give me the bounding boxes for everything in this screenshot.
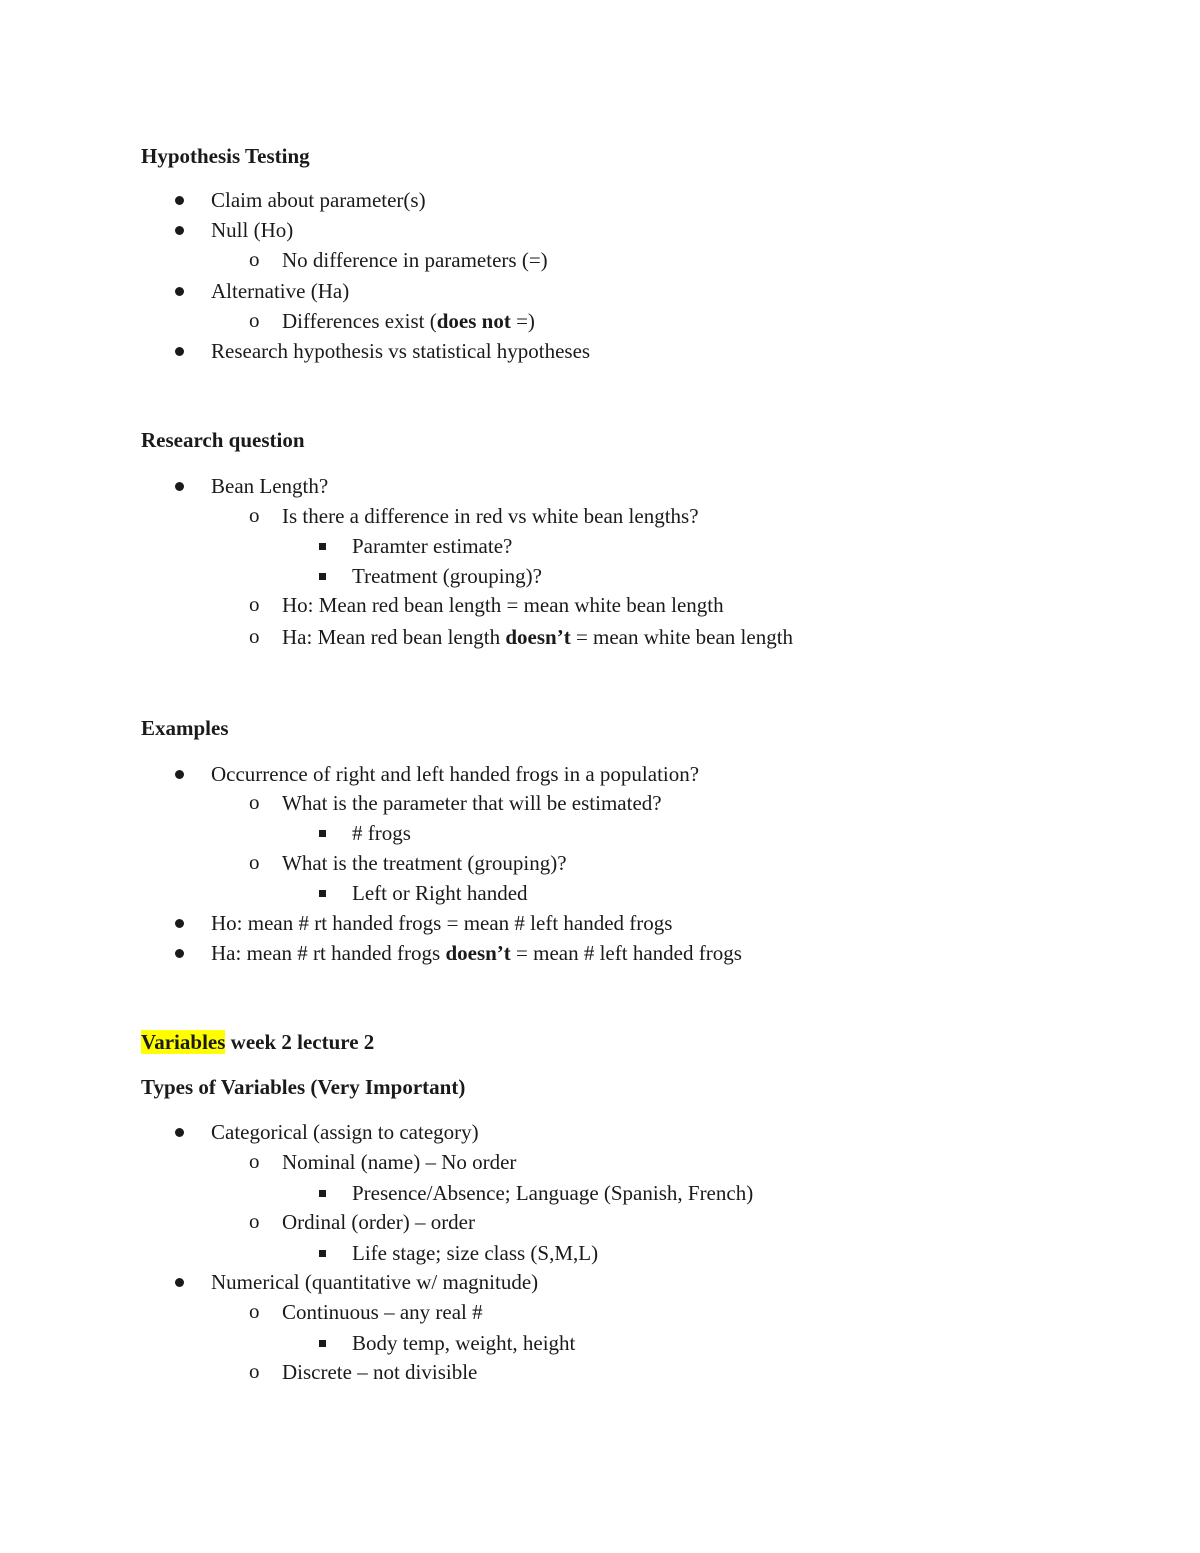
list-item-text: Differences exist ( [282, 309, 437, 333]
circle-bullet-icon: o [249, 592, 260, 616]
section-heading-examples: Examples [141, 716, 229, 740]
list-item: Body temp, weight, height [352, 1331, 576, 1355]
list-item: Paramter estimate? [352, 534, 513, 558]
bullet-icon [175, 760, 184, 788]
circle-bullet-icon: o [249, 247, 260, 271]
list-item: What is the treatment (grouping)? [282, 851, 567, 875]
section-subheading-types-of-variables: Types of Variables (Very Important) [141, 1075, 466, 1099]
list-item: Presence/Absence; Language (Spanish, French) [352, 1181, 754, 1205]
circle-bullet-icon: o [249, 790, 260, 814]
circle-bullet-icon: o [249, 503, 260, 527]
list-item: Ho: Mean red bean length = mean white bean length [282, 593, 724, 617]
list-item-text: =) [510, 309, 535, 333]
list-item [282, 307, 535, 335]
circle-bullet-icon: o [249, 1359, 260, 1383]
list-item-text: Ha: mean # rt handed frogs [211, 941, 446, 965]
square-bullet-icon [319, 819, 326, 847]
list-item: Claim about parameter(s) [211, 188, 426, 212]
list-item-text: Ha: Mean red bean length [282, 625, 506, 649]
list-item: Is there a difference in red vs white bean lengths? [282, 504, 699, 528]
list-item: Discrete – not divisible [282, 1360, 478, 1384]
list-item: No difference in parameters (=) [282, 248, 548, 272]
list-item: Occurrence of right and left handed frogs in a population? [211, 762, 700, 786]
bold-text: doesn’t [505, 625, 571, 649]
bullet-icon [175, 186, 184, 214]
highlighted-text: Variables [141, 1030, 226, 1054]
bullet-icon [175, 472, 184, 500]
list-item: Ho: mean # rt handed frogs = mean # left handed frogs [211, 911, 673, 935]
list-item: Research hypothesis vs statistical hypotheses [211, 339, 591, 363]
square-bullet-icon [319, 1239, 326, 1267]
list-item: Null (Ho) [211, 218, 294, 242]
bullet-icon [175, 909, 184, 937]
list-item [211, 939, 742, 967]
circle-bullet-icon: o [249, 1299, 260, 1323]
list-item: What is the parameter that will be estimated? [282, 791, 662, 815]
list-item: Bean Length? [211, 474, 329, 498]
bullet-icon [175, 1268, 184, 1296]
bullet-icon [175, 216, 184, 244]
square-bullet-icon [319, 879, 326, 907]
list-item-text: = mean white bean length [570, 625, 794, 649]
square-bullet-icon [319, 1329, 326, 1357]
list-item: Categorical (assign to category) [211, 1120, 479, 1144]
bullet-icon [175, 337, 184, 365]
bullet-icon [175, 1118, 184, 1146]
square-bullet-icon [319, 1179, 326, 1207]
circle-bullet-icon: o [249, 624, 260, 648]
section-heading-variables [141, 1028, 374, 1056]
list-item-text: = mean # left handed frogs [510, 941, 742, 965]
circle-bullet-icon: o [249, 850, 260, 874]
square-bullet-icon [319, 562, 326, 590]
list-item: Nominal (name) – No order [282, 1150, 517, 1174]
section-heading-hypothesis-testing: Hypothesis Testing [141, 144, 310, 168]
circle-bullet-icon: o [249, 1209, 260, 1233]
list-item: # frogs [352, 821, 411, 845]
bullet-icon [175, 939, 184, 967]
square-bullet-icon [319, 532, 326, 560]
list-item: Continuous – any real # [282, 1300, 483, 1324]
list-item: Left or Right handed [352, 881, 528, 905]
heading-text: week 2 lecture 2 [225, 1030, 375, 1054]
bold-text: does not [436, 309, 511, 333]
bold-text: doesn’t [445, 941, 511, 965]
list-item: Alternative (Ha) [211, 279, 350, 303]
list-item: Treatment (grouping)? [352, 564, 542, 588]
list-item: Ordinal (order) – order [282, 1210, 475, 1234]
circle-bullet-icon: o [249, 1149, 260, 1173]
circle-bullet-icon: o [249, 308, 260, 332]
list-item [282, 623, 793, 651]
bullet-icon [175, 277, 184, 305]
list-item: Life stage; size class (S,M,L) [352, 1241, 599, 1265]
list-item: Numerical (quantitative w/ magnitude) [211, 1270, 539, 1294]
section-heading-research-question: Research question [141, 428, 305, 452]
